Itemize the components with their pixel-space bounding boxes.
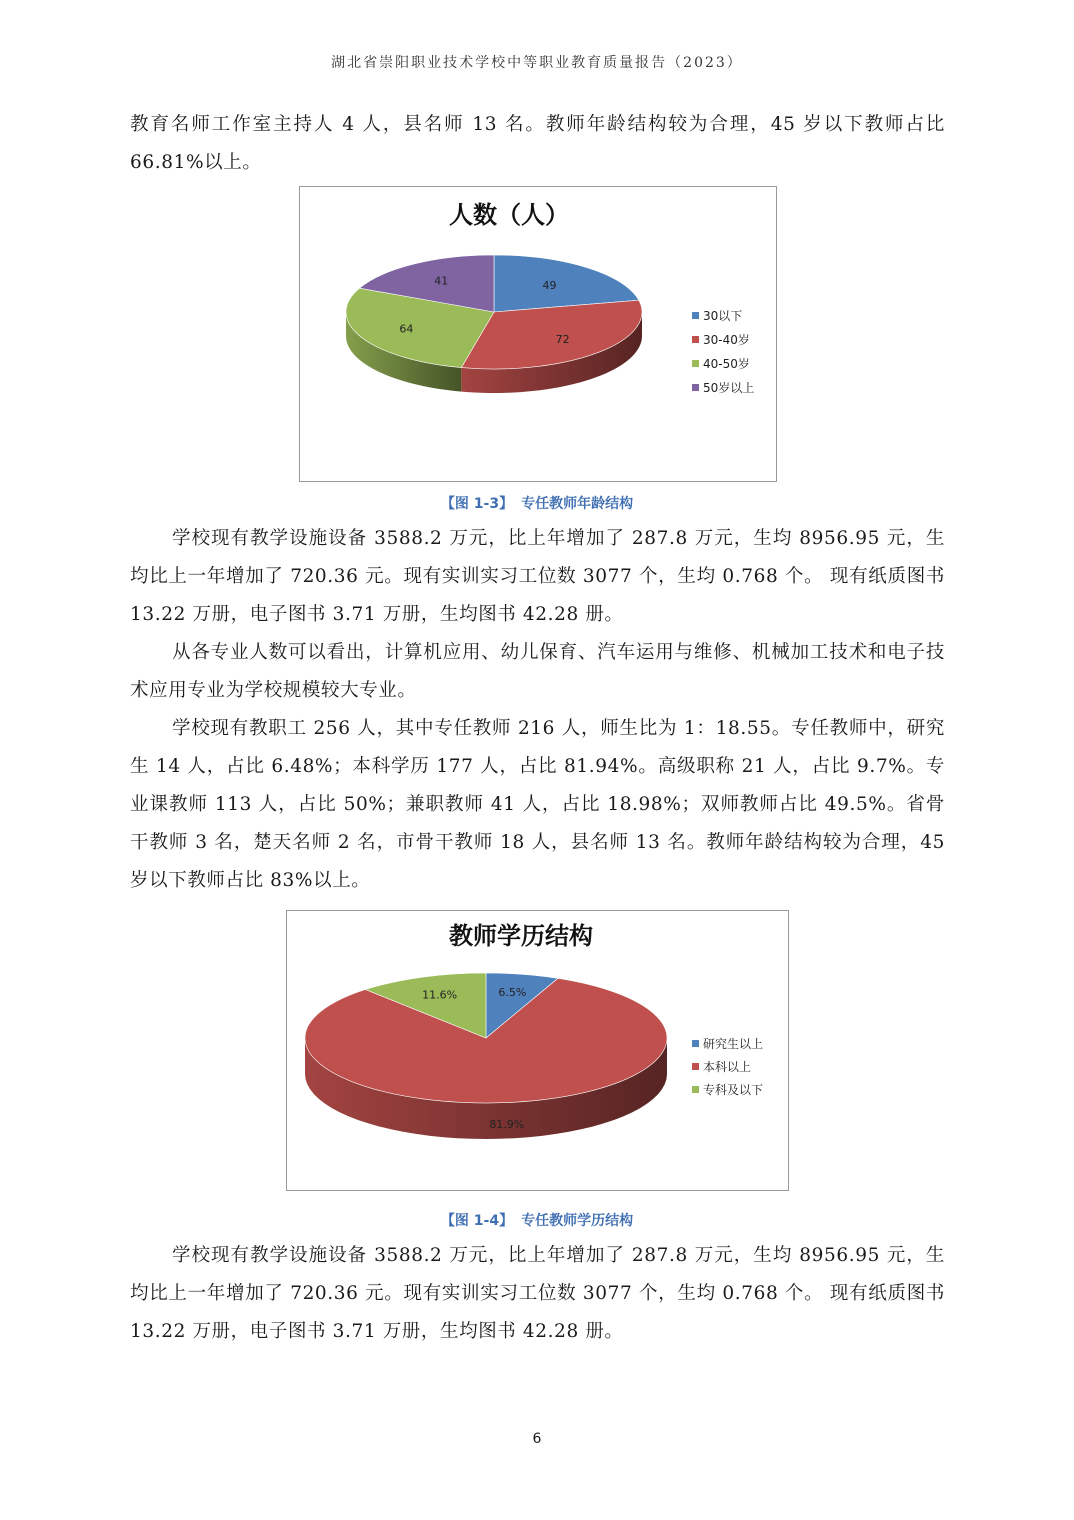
figure-1-4-number: 【图 1-4】 xyxy=(440,1213,514,1229)
paragraph-5: 学校现有教学设施设备 3588.2 万元，比上年增加了 287.8 万元，生均 8956.95 元，生均比上一年增加了 720.36 元。现有实训实习工位数 3077 个，生均 0.768 个。 现有纸质图书 13.22 万册，电子图书 3.71 万册，生均图书 42.28 册。 xyxy=(130,1245,945,1342)
pie-data-label: 49 xyxy=(542,278,557,292)
legend-swatch xyxy=(692,312,699,319)
pie-data-label: 41 xyxy=(434,274,449,288)
pie-data-label: 11.6% xyxy=(422,988,458,1002)
pie-data-label: 72 xyxy=(555,332,570,346)
legend-swatch xyxy=(692,360,699,367)
pie-data-label: 81.9% xyxy=(489,1118,525,1132)
figure-1-4-title: 专任教师学历结构 xyxy=(521,1213,634,1229)
legend-label: 研究生以上 xyxy=(703,1037,764,1051)
legend-swatch xyxy=(692,1040,699,1047)
figure-1-4-caption xyxy=(0,1210,1074,1230)
figure-1-3-title: 专任教师年龄结构 xyxy=(521,496,634,512)
chart-legend xyxy=(692,309,754,395)
paragraph-3: 从各专业人数可以看出，计算机应用、幼儿保育、汽车运用与维修、机械加工技术和电子技术应用专业为学校规模较大专业。 xyxy=(130,642,945,701)
chart-title: 教师学历结构 xyxy=(449,922,593,950)
education-pie-chart xyxy=(286,910,789,1191)
pie-data-label: 6.5% xyxy=(498,986,527,1000)
legend-label: 30-40岁 xyxy=(703,333,750,347)
legend-label: 本科以上 xyxy=(703,1060,752,1074)
paragraph-2: 学校现有教学设施设备 3588.2 万元，比上年增加了 287.8 万元，生均 8956.95 元，生均比上一年增加了 720.36 元。现有实训实习工位数 3077 个，生均 0.768 个。 现有纸质图书 13.22 万册，电子图书 3.71 万册，生均图书 42.28 册。 xyxy=(130,528,945,625)
paragraph-4: 学校现有教职工 256 人，其中专任教师 216 人，师生比为 1：18.55。专任教师中，研究生 14 人，占比 6.48%；本科学历 177 人，占比 81.94%。高级职称 21 人，占比 9.7%。专业课教师 113 人，占比 50%；兼职教师 41 人，占比 18.98%；双师教师占比 49.5%。省骨干教师 3 名，楚天名师 2 名，市骨干教师 18 人，县名师 13 名。教师年龄结构较为合理，45 岁以下教师占比 83%以上。 xyxy=(130,718,945,891)
page-number: 6 xyxy=(532,1431,542,1447)
legend-swatch xyxy=(692,336,699,343)
legend-label: 40-50岁 xyxy=(703,357,750,371)
legend-swatch xyxy=(692,384,699,391)
chart-legend xyxy=(692,1036,763,1097)
paragraph-1: 教育名师工作室主持人 4 人，县名师 13 名。教师年龄结构较为合理，45 岁以下教师占比 66.81%以上。 xyxy=(130,114,945,173)
pie-data-label: 64 xyxy=(399,322,414,336)
legend-label: 30以下 xyxy=(703,309,743,323)
figure-1-3-number: 【图 1-3】 xyxy=(440,496,514,512)
legend-swatch xyxy=(692,1063,699,1070)
chart-title: 人数（人） xyxy=(449,201,569,229)
legend-swatch xyxy=(692,1086,699,1093)
age-pie-chart xyxy=(299,186,777,482)
legend-label: 专科及以下 xyxy=(703,1083,764,1097)
legend-label: 50岁以上 xyxy=(703,381,755,395)
figure-1-3-caption xyxy=(0,493,1074,513)
page-header: 湖北省崇阳职业技术学校中等职业教育质量报告（2023） xyxy=(331,55,743,71)
